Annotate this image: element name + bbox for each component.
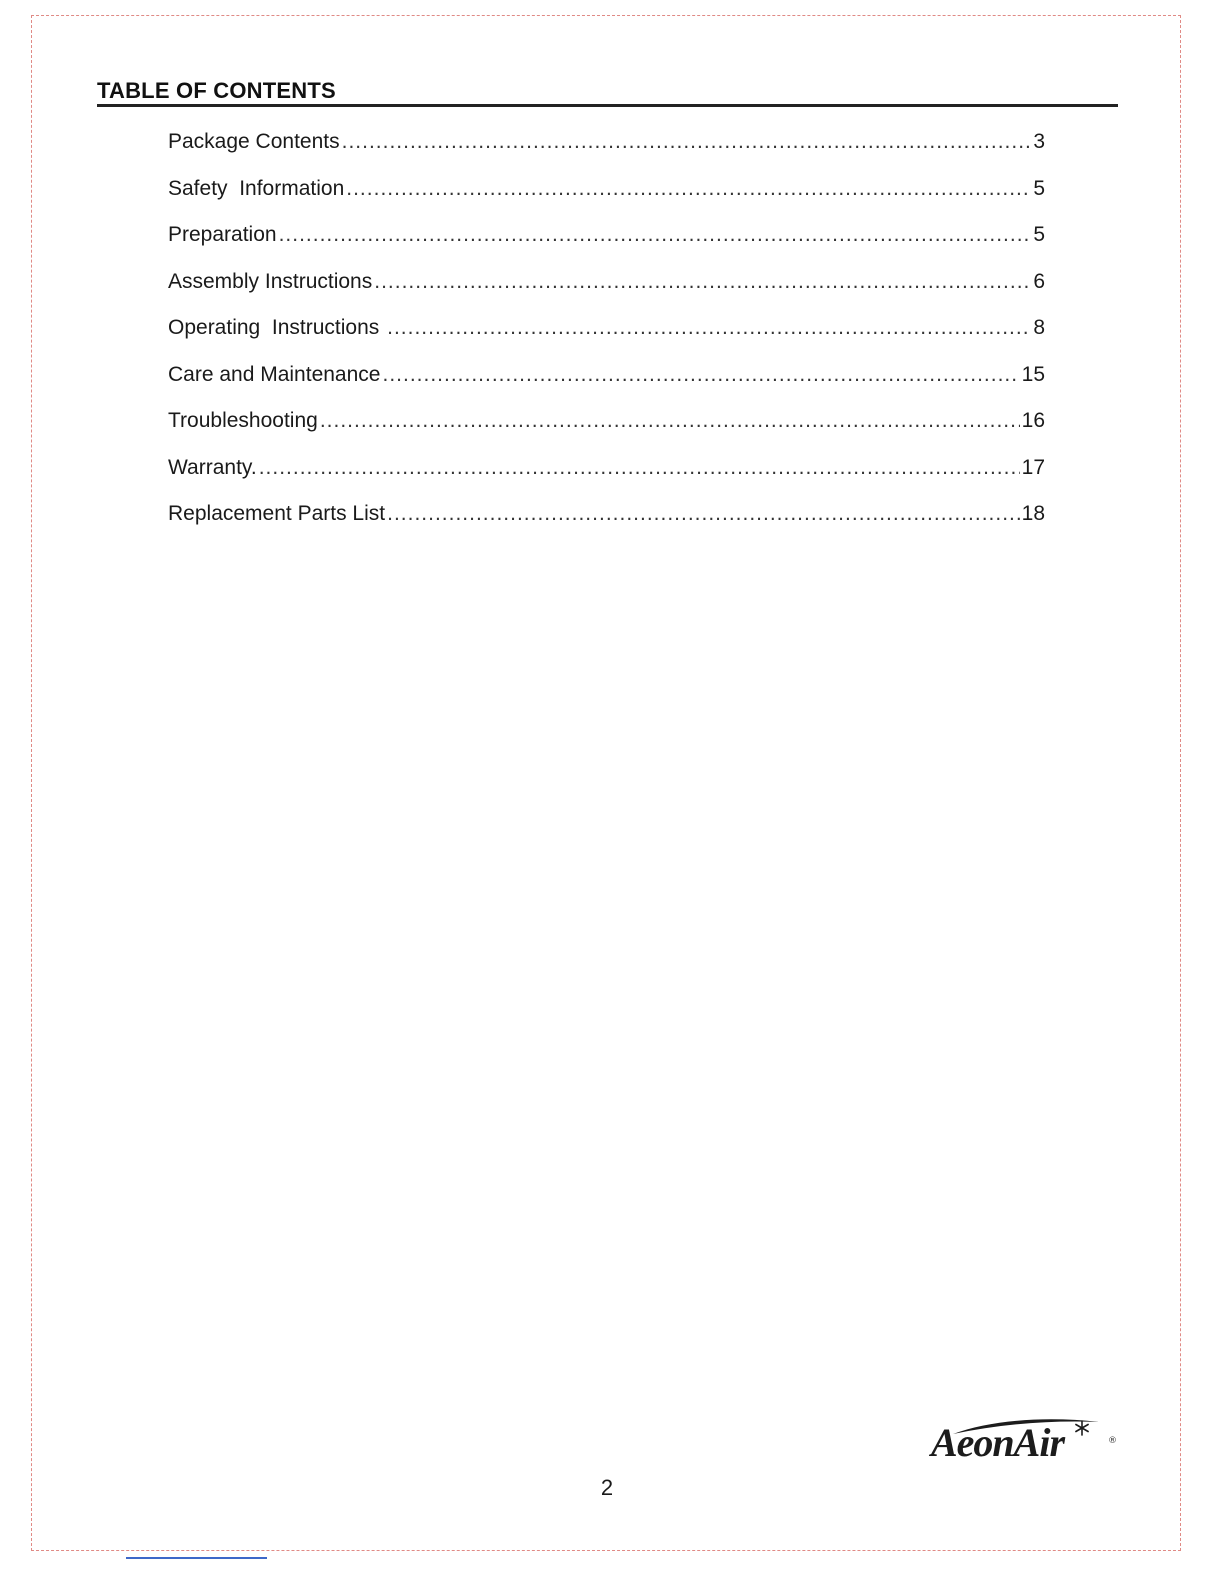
toc-entry-label: Replacement Parts List (168, 502, 386, 525)
toc-entry-page: 5 (1033, 176, 1045, 200)
toc-entry-label: Operating Instructions (168, 316, 386, 339)
toc-entry-label: Troubleshooting (168, 409, 318, 432)
logo-brand-text: AeonAir (931, 1420, 1065, 1465)
toc-dot-leader (387, 502, 1020, 526)
toc-entry-label: Package Contents (168, 130, 340, 153)
toc-dot-leader (346, 177, 1031, 201)
toc-dot-leader (259, 456, 1020, 480)
toc-entry-page: 15 (1021, 362, 1045, 386)
toc-entry-replacement-parts-list[interactable] (168, 502, 1045, 549)
toc-entry-preparation[interactable] (168, 223, 1045, 270)
toc-dot-leader (342, 130, 1032, 154)
toc-entry-assembly-instructions[interactable] (168, 270, 1045, 317)
toc-entry-label: Safety Information (168, 176, 345, 200)
toc-dot-leader (279, 223, 1032, 247)
toc-title: TABLE OF CONTENTS (97, 78, 336, 103)
footer-link-underline (126, 1557, 267, 1559)
aeonair-logo (931, 1418, 1121, 1468)
toc-entry-care-and-maintenance[interactable] (168, 363, 1045, 410)
toc-entry-page: 16 (1021, 409, 1045, 432)
snowflake-icon (1074, 1420, 1090, 1436)
toc-entry-label: Preparation (168, 223, 277, 246)
page-number: 2 (600, 1475, 614, 1500)
toc-entry-operating-instructions[interactable] (168, 316, 1045, 363)
toc-entry-page: 3 (1033, 130, 1045, 153)
toc-entry-package-contents[interactable] (168, 130, 1045, 177)
toc-dot-leader (382, 363, 1019, 387)
toc-dot-leader (374, 270, 1031, 294)
toc-entry-label: Assembly Instructions (168, 269, 373, 293)
toc-dot-leader (387, 316, 1031, 340)
toc-entry-warranty[interactable] (168, 456, 1045, 503)
registered-mark: ® (1108, 1436, 1117, 1446)
toc-entry-page: 17 (1021, 455, 1045, 479)
toc-entry-label: Warranty. (168, 455, 257, 479)
toc-entry-page: 18 (1021, 502, 1045, 525)
toc-title-underline (97, 104, 1118, 107)
toc-entry-label: Care and Maintenance (168, 362, 381, 386)
toc-dot-leader (320, 409, 1020, 433)
toc-list (168, 130, 1045, 549)
toc-entry-page: 5 (1033, 223, 1045, 246)
toc-entry-page: 8 (1033, 316, 1045, 339)
toc-entry-page: 6 (1033, 269, 1045, 293)
toc-entry-safety-information[interactable] (168, 177, 1045, 224)
toc-entry-troubleshooting[interactable] (168, 409, 1045, 456)
